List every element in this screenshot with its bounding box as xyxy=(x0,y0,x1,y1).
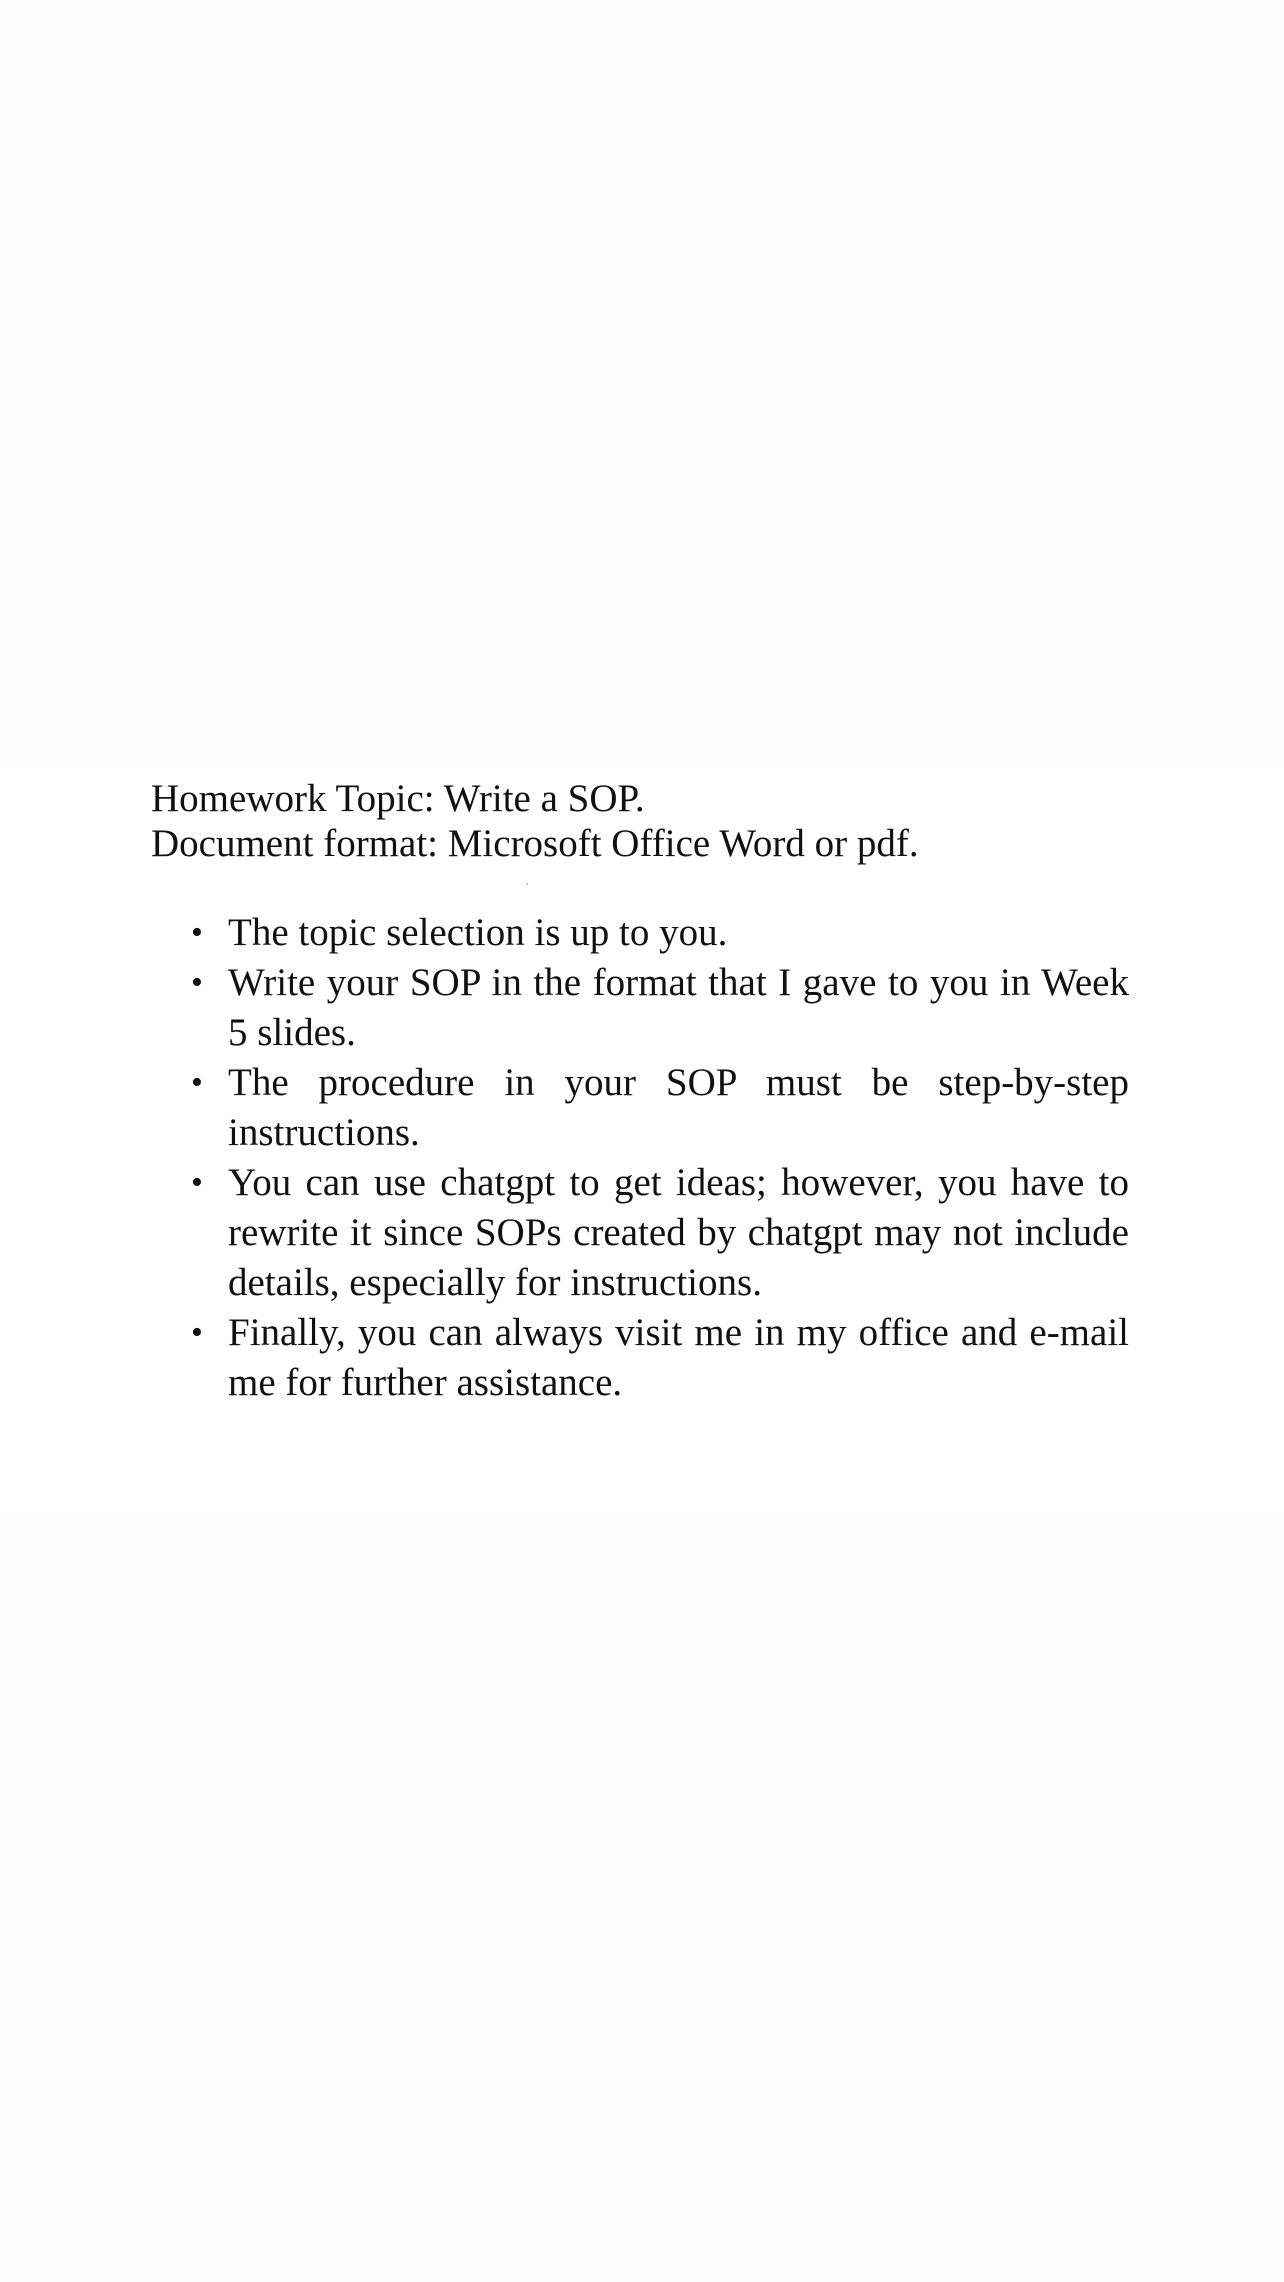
bullet-icon: • xyxy=(191,1314,203,1351)
document-format-line: Document format: Microsoft Office Word or pdf. xyxy=(151,822,919,865)
list-item xyxy=(191,1158,1129,1308)
bullet-icon: • xyxy=(191,964,203,1001)
list-item xyxy=(191,1058,1129,1158)
instruction-list xyxy=(191,908,1129,1408)
list-item-text: You can use chatgpt to get ideas; however, you have to rewrite it since SOPs created by chatgpt may not include details, especially for instructions. xyxy=(228,1161,1129,1304)
document-content xyxy=(151,776,1129,1404)
bullet-icon: • xyxy=(191,914,203,951)
list-item xyxy=(191,958,1129,1058)
bullet-icon: • xyxy=(191,1064,203,1101)
list-item xyxy=(191,908,1129,958)
scan-speck xyxy=(526,883,528,885)
list-item-text: The procedure in your SOP must be step-by-step instructions. xyxy=(228,1061,1129,1154)
list-item-text: Finally, you can always visit me in my office and e-mail me for further assistance. xyxy=(228,1311,1129,1404)
list-item-text: Write your SOP in the format that I gave to you in Week 5 slides. xyxy=(228,961,1129,1054)
homework-topic-line: Homework Topic: Write a SOP. xyxy=(151,777,645,820)
bullet-icon: • xyxy=(191,1164,203,1201)
list-item xyxy=(191,1308,1129,1408)
list-item-text: The topic selection is up to you. xyxy=(228,911,728,954)
